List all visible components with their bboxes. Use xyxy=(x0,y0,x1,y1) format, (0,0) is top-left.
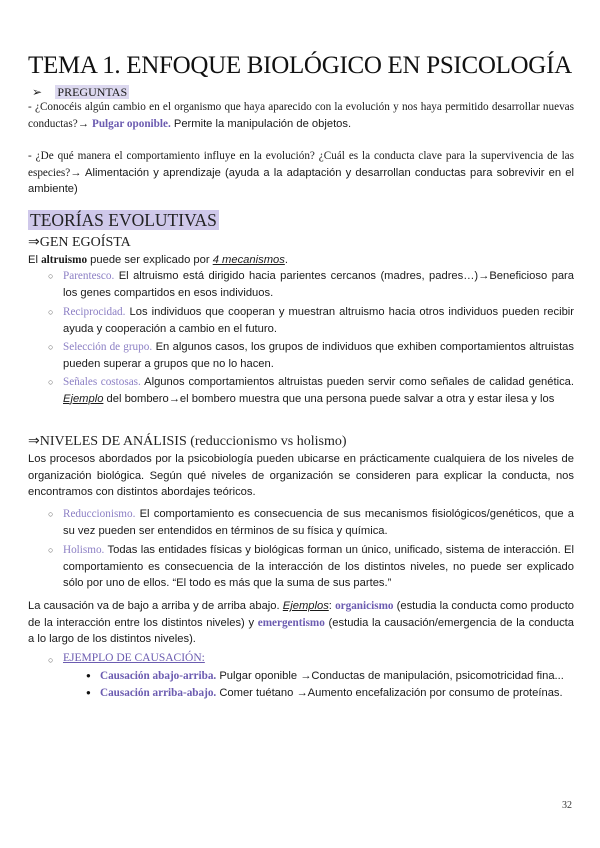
question-1-key: Pulgar oponible. xyxy=(92,117,171,130)
list-item xyxy=(63,542,574,592)
item-name: Causación arriba-abajo. xyxy=(100,687,217,699)
gen-egoista-heading: ⇒GEN EGOÍSTA xyxy=(28,235,131,250)
item-text: El comportamiento es consecuencia de sus mecanismos fisiológicos/genéticos, que a su vez pueden ser entendidos en términos de su física y química. xyxy=(63,508,574,537)
item-text: En algunos casos, los grupos de individuos que exhiben comportamientos altruistas pueden superar a grupos que no lo hacen. xyxy=(63,341,574,370)
list-item xyxy=(63,374,574,407)
intro-pre: El xyxy=(28,254,38,266)
intro-link: 4 mecanismos xyxy=(212,254,285,266)
ejemplo-link: Ejemplo xyxy=(63,392,104,405)
question-1-answer: Permite la manipulación de objetos. xyxy=(173,117,352,130)
list-item xyxy=(63,506,574,539)
item-name: Señales costosas. xyxy=(63,376,141,388)
organicismo-term: organicismo xyxy=(335,600,394,612)
item-name: Reciprocidad. xyxy=(63,306,126,318)
causacion-text: La causación va de bajo a arriba y de arriba abajo. xyxy=(28,600,280,612)
item-text: Los individuos que cooperan y muestran altruismo hacia otros individuos pueden recibir ayuda y cooperación a cambio en el futuro. xyxy=(63,306,575,335)
ejemplos-link: Ejemplos xyxy=(282,600,329,612)
list-item xyxy=(63,304,574,337)
list-item xyxy=(100,685,574,702)
intro-end: . xyxy=(284,254,288,266)
causacion-text: (estudia la causación/emergencia de la conducta a lo largo de los distintos niveles). xyxy=(28,616,574,645)
circle-bullet-icon: ○ xyxy=(48,655,54,665)
causacion-paragraph: La causación va de bajo a arriba y de arriba abajo. Ejemplos: organicismo (estudia la conducta como producto de la interacción entre los distintos niveles) y emergentismo (estudia la causación/emergencia de la conducta a lo largo de los distintos niveles). xyxy=(28,600,575,645)
item-text: del bombero→el bombero muestra que una persona puede salvar a otra y estar ilesa y los xyxy=(106,392,555,405)
teorias-heading xyxy=(28,210,219,231)
item-name: Reduccionismo. xyxy=(63,508,136,520)
circle-bullet-icon: ○ xyxy=(48,342,54,352)
circle-bullet-icon: ○ xyxy=(48,509,54,519)
circle-bullet-icon: ○ xyxy=(48,377,54,387)
question-2-text: - ¿De qué manera el comportamiento influye en la evolución? ¿Cuál es la conducta clave para la supervivencia de las especies?→ xyxy=(28,150,574,179)
list-item xyxy=(63,339,574,372)
circle-bullet-icon: ○ xyxy=(48,545,54,555)
circle-bullet-icon: ○ xyxy=(48,307,54,317)
item-text: Todas las entidades físicas y biológicas forman un único, unificado, sistema de interacción. El comportamiento es consecuencia de la interacción de los distintos niveles, no puede ser explicado sólo por uno de ellos. “El todo es más que la suma de sus partes.” xyxy=(63,544,574,589)
item-text: Comer tuétano →Aumento encefalización por consumo de proteínas. xyxy=(219,687,563,699)
emergentismo-term: emergentismo xyxy=(257,616,325,629)
item-name: Holismo. xyxy=(63,544,105,556)
ejemplo-causacion-heading: EJEMPLO DE CAUSACIÓN: xyxy=(63,652,205,664)
list-item xyxy=(100,668,574,685)
circle-bullet-icon: ○ xyxy=(48,271,54,281)
item-text: Algunos comportamientos altruistas pueden servir como señales de calidad genética. xyxy=(144,376,575,388)
question-2-answer: Alimentación y aprendizaje (ayuda a la adaptación y desarrollan conductas para sobrevivir en el ambiente) xyxy=(28,166,574,195)
disc-bullet-icon: ● xyxy=(86,671,91,680)
item-name: Selección de grupo. xyxy=(63,341,153,353)
niveles-intro: Los procesos abordados por la psicobiología pueden ubicarse en prácticamente cualquiera de los niveles de organización biológica. Según qué niveles de organización se consideren para explicar la conducta, nos encontramos con distintos abordajes teóricos. xyxy=(28,453,574,498)
intro-bold: altruismo xyxy=(41,254,88,266)
item-name: Parentesco. xyxy=(63,270,115,282)
question-2 xyxy=(28,148,574,198)
item-name: Causación abajo-arriba. xyxy=(100,670,217,682)
preguntas-label: PREGUNTAS xyxy=(57,85,128,99)
intro-mid: puede ser explicado por xyxy=(90,254,210,266)
page-number: 32 xyxy=(562,800,572,811)
page-title: TEMA 1. ENFOQUE BIOLÓGICO EN PSICOLOGÍA xyxy=(28,52,572,79)
list-item xyxy=(63,268,574,301)
causacion-text: (estudia la conducta como producto de la interacción entre los distintos niveles) y xyxy=(28,600,575,629)
niveles-heading: ⇒NIVELES DE ANÁLISIS (reduccionismo vs holismo) xyxy=(28,434,347,449)
altruismo-intro xyxy=(28,252,574,269)
item-text: Pulgar oponible →Conductas de manipulación, psicomotricidad fina... xyxy=(219,670,564,682)
question-1-text: - ¿Conocéis algún cambio en el organismo que haya aparecido con la evolución y nos haya permitido desarrollar nuevas conductas?→ xyxy=(28,101,574,130)
teorias-heading-text: TEORÍAS EVOLUTIVAS xyxy=(30,210,217,230)
arrow-bullet-icon: ➢ xyxy=(32,85,43,99)
question-1 xyxy=(28,99,574,132)
item-text: El altruismo está dirigido hacia parientes cercanos (madres, padres…)→Beneficioso para los genes compartidos en esos individuos. xyxy=(63,270,575,299)
disc-bullet-icon: ● xyxy=(86,688,91,697)
